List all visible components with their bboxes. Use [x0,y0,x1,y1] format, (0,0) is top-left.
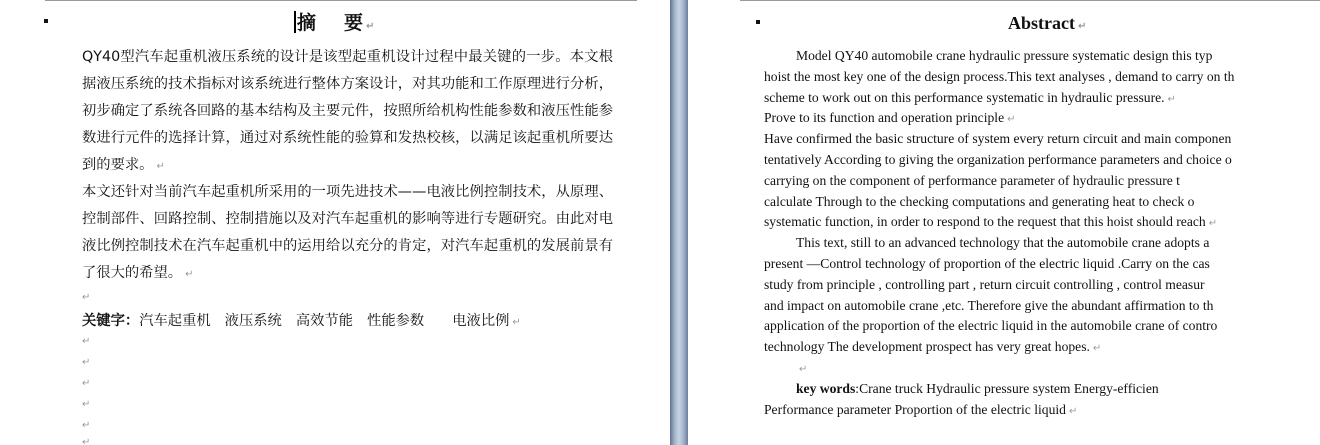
english-title: Abstract ↵ [1008,13,1087,33]
chinese-keyword: 性能参数 [367,313,425,329]
empty-paragraph-mark: ↵ [799,363,808,375]
english-text-line: calculate Through to the checking computations and generating heat to check o [764,193,1195,209]
text-cursor [294,11,296,33]
empty-paragraph-mark: ↵ [82,420,91,431]
english-keywords-line-2: Performance parameter Proportion of the electric liquid ↵ [764,401,1078,417]
chinese-title-char-1: 摘 [297,12,317,34]
page-top-border [740,0,1320,1]
chinese-keyword: 高效节能 [295,313,354,329]
english-text-line: Prove to its function and operation principle [764,110,1005,126]
english-text-line: tentatively According to giving the organization performance parameters and choice o [764,151,1232,167]
english-text-line: This text, still to an advanced technology that the automobile crane adopts a [796,235,1210,251]
english-text-line: Have confirmed the basic structure of system every return circuit and main componen [764,131,1232,147]
paragraph-bullet-mark [756,20,760,24]
english-paragraph-1: Model QY40 automobile crane hydraulic pressure systematic design this typ hoist the most key one of the design process.This text analyses , demand to carry on th scheme to work out on this performance systematic in hydraulic pressure. ↵ Prove to its function and operation principle ↵ Have confirmed the basic structure of system every return circuit and main componen tentatively According to giving the organization performance parameters and choice o carrying on the component of performance parameter of hydraulic pressure t calculate Through to the checking computations and generating heat to check o systematic function, in order to respond to the request that this hoist should reach ↵ This text, still to an advanced technology that the automobile crane adopts a present —Control technology of proportion of the electric liquid .Carry on the cas study from principle , controlling part , return circuit controlling , control measur and impact on automobile crane ,etc. Therefore give the abundant affirmation to th application of the proportion of the electric liquid in the automobile crane of contro technology The development prospect has very great hopes. ↵ ↵ key words:Crane truck Hydraulic pressure system Energy-efficien Performance parameter Proportion of the electric liquid ↵ [764,46,1320,420]
chinese-paragraph-2-text: 本文还针对当前汽车起重机所采用的一项先进技术——电液比例控制技术，从原理、控制部件、回路控制、控制措施以及对汽车起重机的影响等进行专题研究。由此对电液比例控制技术在汽车起重机中的运用给以充分的肯定，对汽车起重机的发展前景有了很大的希望。 [82,184,613,281]
english-keywords: Performance parameter Proportion of the electric liquid [764,401,1066,417]
english-keywords-label: key words [796,380,856,396]
page-top-border [45,0,637,1]
chinese-paragraph-2: 本文还针对当前汽车起重机所采用的一项先进技术——电液比例控制技术，从原理、控制部件、回路控制、控制措施以及对汽车起重机的影响等进行专题研究。由此对电液比例控制技术在汽车起重机中的运用给以充分的肯定，对汽车起重机的发展前景有了很大的希望。 ↵ [82,184,613,281]
english-text-line: application of the proportion of the electric liquid in the automobile crane of contro [764,318,1218,334]
page-separator [670,0,688,445]
english-text-line: hoist the most key one of the design process.This text analyses , demand to carry on th [764,68,1235,84]
empty-paragraph-mark: ↵ [82,378,91,389]
chinese-keywords: 关键字：汽车起重机 液压系统 高效节能 性能参数 电液比例 ↵ [82,313,521,329]
english-keywords: :Crane truck Hydraulic pressure system Energy-efficien [855,380,1159,396]
english-text-line: and impact on automobile crane ,etc. Therefore give the abundant affirmation to th [764,297,1214,313]
empty-paragraph-mark: ↵ [82,292,91,303]
english-title-text: Abstract [1008,13,1075,33]
english-text-line: scheme to work out on this performance systematic in hydraulic pressure. [764,89,1165,105]
english-text-line: present —Control technology of proportion of the electric liquid .Carry on the cas [764,255,1210,271]
chinese-title: 摘 要 ↵ [297,12,375,34]
chinese-keyword: 汽车起重机 [139,313,211,329]
empty-paragraph-mark: ↵ [82,336,91,347]
empty-paragraph-mark: ↵ [82,357,91,368]
english-text-line: Model QY40 automobile crane hydraulic pressure systematic design this typ [796,48,1213,63]
english-abstract-page [688,0,1320,445]
empty-paragraph-mark: ↵ [82,399,91,410]
chinese-keyword: 液压系统 [224,313,282,329]
chinese-title-char-2: 要 [344,12,364,34]
english-text-line: technology The development prospect has very great hopes. [764,339,1090,355]
paragraph-bullet-mark [44,19,48,23]
chinese-keywords-label: 关键字： [82,313,140,329]
chinese-paragraph-1-text: QY40型汽车起重机液压系统的设计是该型起重机设计过程中最关键的一步。本文根据液压系统的技术指标对该系统进行整体方案设计，对其功能和工作原理进行分析，初步确定了系统各回路的基本结构及主要元件，按照所给机构性能参数和液压性能参数进行元件的选择计算，通过对系统性能的验算和发热校核，以满足该起重机所要达到的要求。 [82,49,613,173]
english-text-line: carrying on the component of performance parameter of hydraulic pressure t [764,172,1180,188]
english-text-line: systematic function, in order to respond to the request that this hoist should reach [764,214,1206,230]
chinese-paragraph-1: QY40型汽车起重机液压系统的设计是该型起重机设计过程中最关键的一步。本文根据液压系统的技术指标对该系统进行整体方案设计，对其功能和工作原理进行分析，初步确定了系统各回路的基本结构及主要元件，按照所给机构性能参数和液压性能参数进行元件的选择计算，通过对系统性能的验算和发热校核，以满足该起重机所要达到的要求。 ↵ [82,49,613,173]
english-text-line: study from principle , controlling part , return circuit controlling , control measur [764,276,1205,292]
empty-paragraph-mark: ↵ [82,437,91,445]
english-keywords-line-1 [764,379,1320,400]
chinese-keyword: 电液比例 [452,313,510,329]
